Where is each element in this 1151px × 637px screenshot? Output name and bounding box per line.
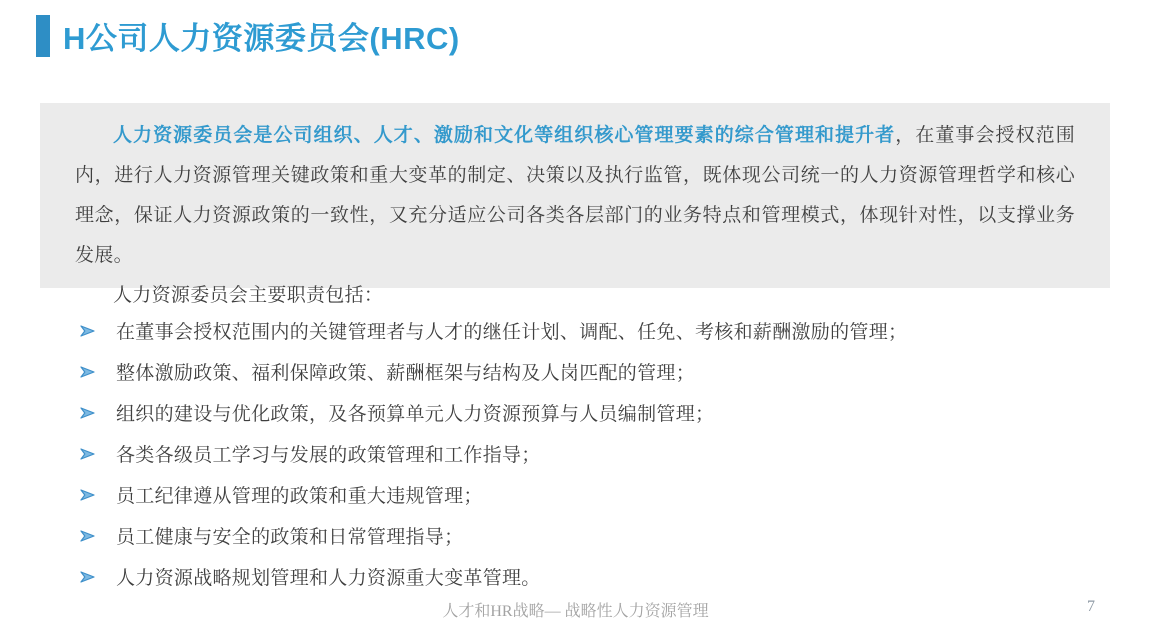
duties-heading: 人力资源委员会主要职责包括：: [113, 285, 384, 306]
list-item-text: 员工纪律遵从管理的政策和重大违规管理；: [116, 486, 483, 507]
arrow-bullet-icon: [78, 530, 116, 542]
arrow-bullet-icon: [78, 571, 116, 583]
footer-title: 人才和HR战略— 战略性人力资源管理: [442, 603, 709, 620]
list-item-text: 在董事会授权范围内的关键管理者与人才的继任计划、调配、任免、考核和薪酬激励的管理；: [116, 322, 908, 343]
intro-rest-text: ，在董事会授权范围内，进行人力资源管理关键政策和重大变革的制定、决策以及执行监管，既体现公司统一的人力资源管理哲学和核心理念，保证人力资源政策的一致性，又充分适应公司各类各层部门的业务特点和管理模式，体现针对性，以支撑业务发展。: [75, 125, 1076, 266]
list-item: [78, 433, 1088, 474]
list-item: [78, 474, 1088, 515]
page-title: H公司人力资源委员会(HRC): [63, 21, 460, 56]
list-item: [78, 515, 1088, 556]
title-row: [36, 13, 460, 58]
intro-paragraph: [75, 116, 1075, 276]
arrow-bullet-icon: [78, 325, 116, 337]
title-accent-bar: [36, 15, 50, 57]
list-item-text: 整体激励政策、福利保障政策、薪酬框架与结构及人岗匹配的管理；: [116, 363, 696, 384]
list-item: [78, 351, 1088, 392]
list-item: [78, 392, 1088, 433]
intro-box: [40, 103, 1110, 306]
list-item-text: 员工健康与安全的政策和日常管理指导；: [116, 527, 464, 548]
list-item: [78, 556, 1088, 597]
arrow-bullet-icon: [78, 366, 116, 378]
arrow-bullet-icon: [78, 448, 116, 460]
list-item: [78, 310, 1088, 351]
intro-highlight-text: 人力资源委员会是公司组织、人才、激励和文化等组织核心管理要素的综合管理和提升者: [113, 125, 896, 146]
arrow-bullet-icon: [78, 407, 116, 419]
page-number: 7: [1087, 598, 1095, 615]
list-item-text: 组织的建设与优化政策，及各预算单元人力资源预算与人员编制管理；: [116, 404, 715, 425]
list-item-text: 人力资源战略规划管理和人力资源重大变革管理。: [116, 568, 541, 589]
arrow-bullet-icon: [78, 489, 116, 501]
duties-list: [78, 310, 1088, 597]
list-item-text: 各类各级员工学习与发展的政策管理和工作指导；: [116, 445, 541, 466]
